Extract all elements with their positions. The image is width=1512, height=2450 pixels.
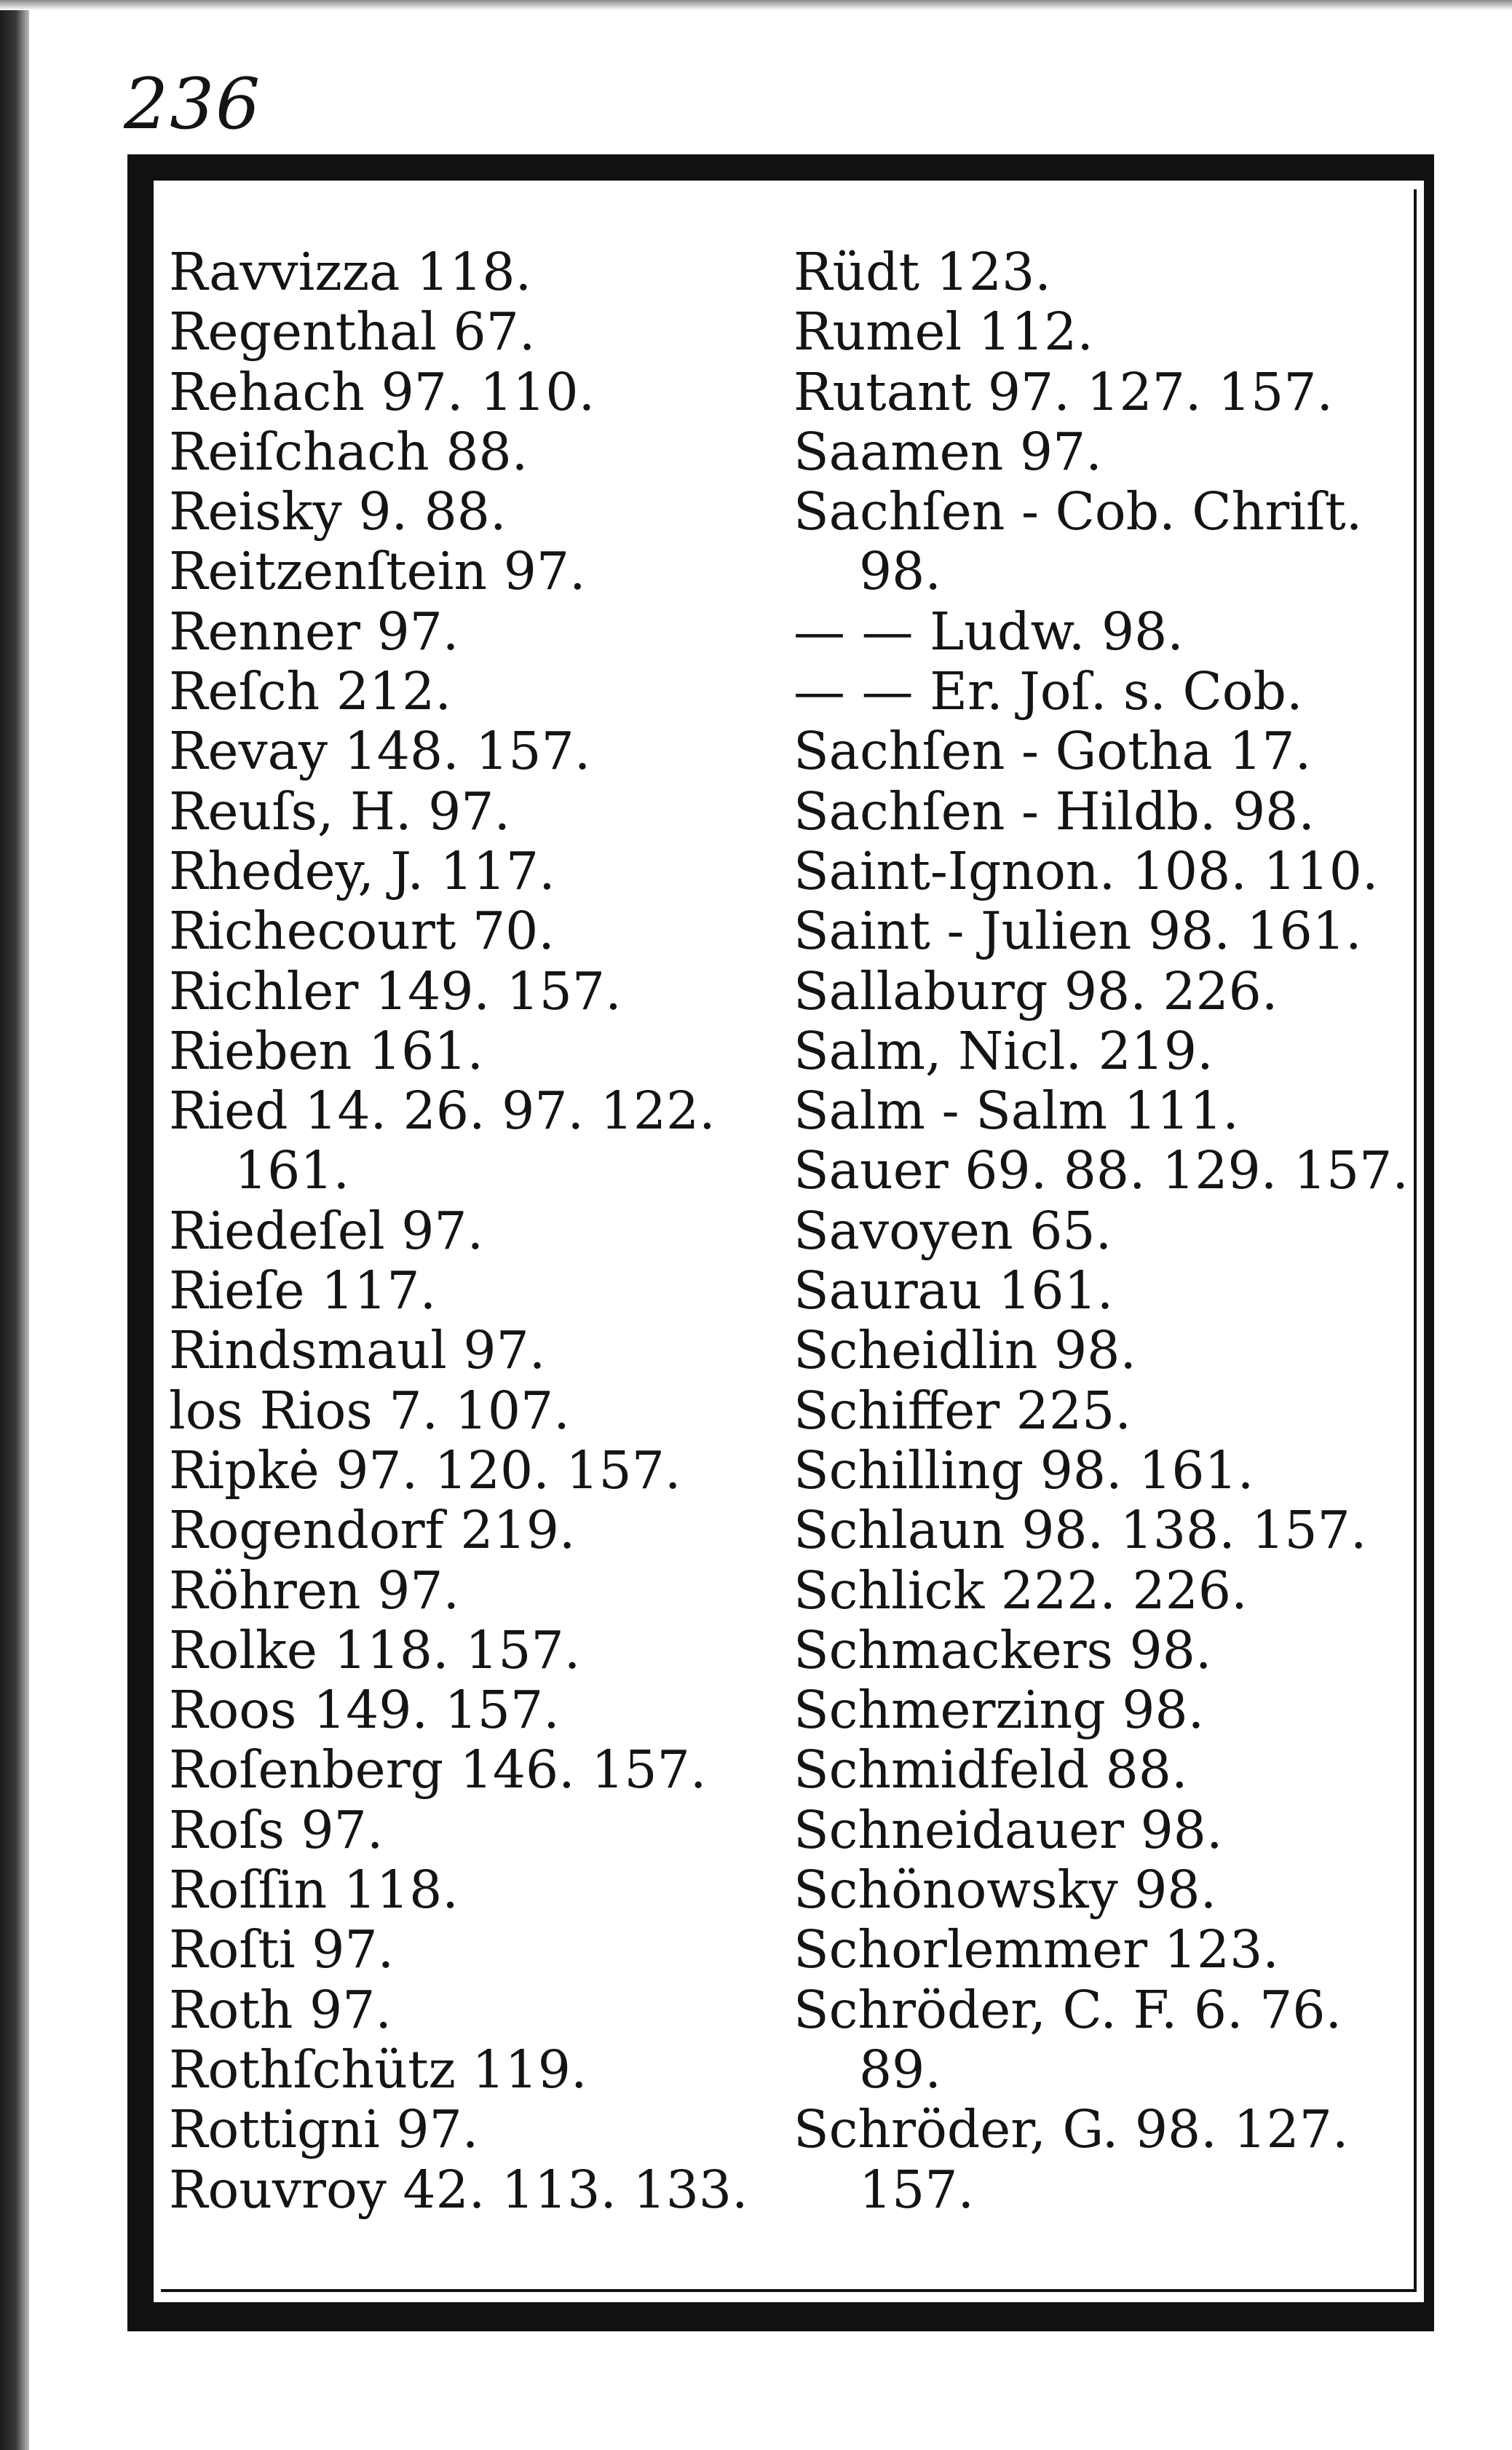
index-entry: Saurau 161. bbox=[793, 1260, 1114, 1321]
index-entry: Renner 97. bbox=[169, 601, 459, 662]
index-column-left bbox=[169, 242, 748, 2220]
index-entry: Schlick 222. 226. bbox=[793, 1560, 1248, 1621]
index-entry: Roſſin 118. bbox=[169, 1860, 459, 1921]
index-entry: Schiffer 225. bbox=[793, 1380, 1131, 1441]
index-entry: 98. bbox=[859, 541, 941, 602]
index-entry: Schmidfeld 88. bbox=[793, 1739, 1188, 1801]
index-entry: Rindsmaul 97. bbox=[169, 1320, 546, 1381]
index-entry: Rouvroy 42. 113. 133. bbox=[169, 2159, 748, 2220]
index-entry: Richler 149. 157. bbox=[169, 960, 622, 1022]
index-entry: Schmerzing 98. bbox=[793, 1680, 1205, 1741]
index-entry: Schmackers 98. bbox=[793, 1619, 1212, 1680]
index-entry: Sauer 69. 88. 129. 157. bbox=[793, 1140, 1409, 1201]
index-entry: Roth 97. bbox=[169, 1979, 392, 2040]
index-entry: Schorlemmer 123. bbox=[793, 1919, 1279, 1980]
index-entry: Salm - Salm 111. bbox=[793, 1080, 1239, 1142]
index-entry: 89. bbox=[859, 2039, 941, 2100]
index-entry: Schönowsky 98. bbox=[793, 1860, 1217, 1921]
index-entry: — — Ludw. 98. bbox=[793, 601, 1184, 662]
index-entry: Roſti 97. bbox=[169, 1919, 395, 1980]
index-entry: Sachſen - Gotha 17. bbox=[793, 721, 1312, 782]
index-entry: Ravvizza 118. bbox=[169, 242, 532, 302]
index-entry: Schlaun 98. 138. 157. bbox=[793, 1500, 1367, 1561]
index-entry: Riedeſel 97. bbox=[169, 1200, 484, 1261]
index-entry: Rutant 97. 127. 157. bbox=[793, 361, 1334, 422]
index-entry: Schröder, G. 98. 127. bbox=[793, 2099, 1349, 2160]
index-entry: Rehach 97. 110. bbox=[169, 361, 595, 422]
index-entry: Roſenberg 146. 157. bbox=[169, 1739, 707, 1801]
index-entry: Rolke 118. 157. bbox=[169, 1619, 581, 1680]
index-entry: — — Er. Joſ. s. Cob. bbox=[793, 661, 1303, 722]
index-entry: Schneidauer 98. bbox=[793, 1799, 1223, 1860]
index-entry: Saamen 97. bbox=[793, 421, 1102, 482]
index-column-right bbox=[793, 242, 1409, 2220]
index-entry: Reitzenſtein 97. bbox=[169, 541, 586, 602]
scan-edge-left bbox=[0, 0, 29, 2450]
index-entry: Roos 149. 157. bbox=[169, 1680, 560, 1741]
index-entry: Regenthal 67. bbox=[169, 301, 536, 363]
scan-edge-top bbox=[0, 0, 1512, 10]
index-entry: Rüdt 123. bbox=[793, 242, 1051, 302]
index-entry: Saint - Julien 98. 161. bbox=[793, 901, 1362, 962]
index-entry: 161. bbox=[234, 1140, 350, 1201]
index-entry: Reisky 9. 88. bbox=[169, 481, 507, 542]
index-entry: Rothſchütz 119. bbox=[169, 2039, 587, 2100]
index-entry: Sachſen - Cob. Chriſt. bbox=[793, 481, 1363, 542]
index-entry: Rieſe 117. bbox=[169, 1260, 437, 1321]
index-entry: Ried 14. 26. 97. 122. bbox=[169, 1080, 716, 1142]
index-entry: Schröder, C. F. 6. 76. bbox=[793, 1979, 1342, 2040]
page-number: 236 bbox=[124, 63, 262, 145]
index-entry: Scheidlin 98. bbox=[793, 1320, 1136, 1381]
index-entry: 157. bbox=[859, 2159, 975, 2220]
index-entry: Rumel 112. bbox=[793, 301, 1093, 363]
index-entry: Schilling 98. 161. bbox=[793, 1439, 1254, 1501]
index-entry: Reſch 212. bbox=[169, 661, 451, 722]
index-entry: Richecourt 70. bbox=[169, 901, 555, 962]
index-entry: Salm, Nicl. 219. bbox=[793, 1020, 1214, 1081]
index-entry: Rhedey, J. 117. bbox=[169, 840, 555, 901]
index-entry: Sachſen - Hildb. 98. bbox=[793, 781, 1315, 842]
index-entry: Revay 148. 157. bbox=[169, 721, 591, 782]
index-entry: Röhren 97. bbox=[169, 1560, 460, 1621]
index-entry: Sallaburg 98. 226. bbox=[793, 960, 1278, 1022]
index-entry: Savoyen 65. bbox=[793, 1200, 1112, 1261]
index-entry: Reuſs, H. 97. bbox=[169, 781, 511, 842]
index-entry: Roſs 97. bbox=[169, 1799, 384, 1860]
index-entry: Reiſchach 88. bbox=[169, 421, 529, 482]
index-entry: Rieben 161. bbox=[169, 1020, 484, 1081]
index-entry: Rogendorf 219. bbox=[169, 1500, 576, 1561]
index-entry: Rottigni 97. bbox=[169, 2099, 479, 2160]
index-entry: los Rios 7. 107. bbox=[169, 1380, 570, 1441]
index-entry: Ripkė 97. 120. 157. bbox=[169, 1439, 681, 1501]
index-entry: Saint-Ignon. 108. 110. bbox=[793, 840, 1379, 901]
